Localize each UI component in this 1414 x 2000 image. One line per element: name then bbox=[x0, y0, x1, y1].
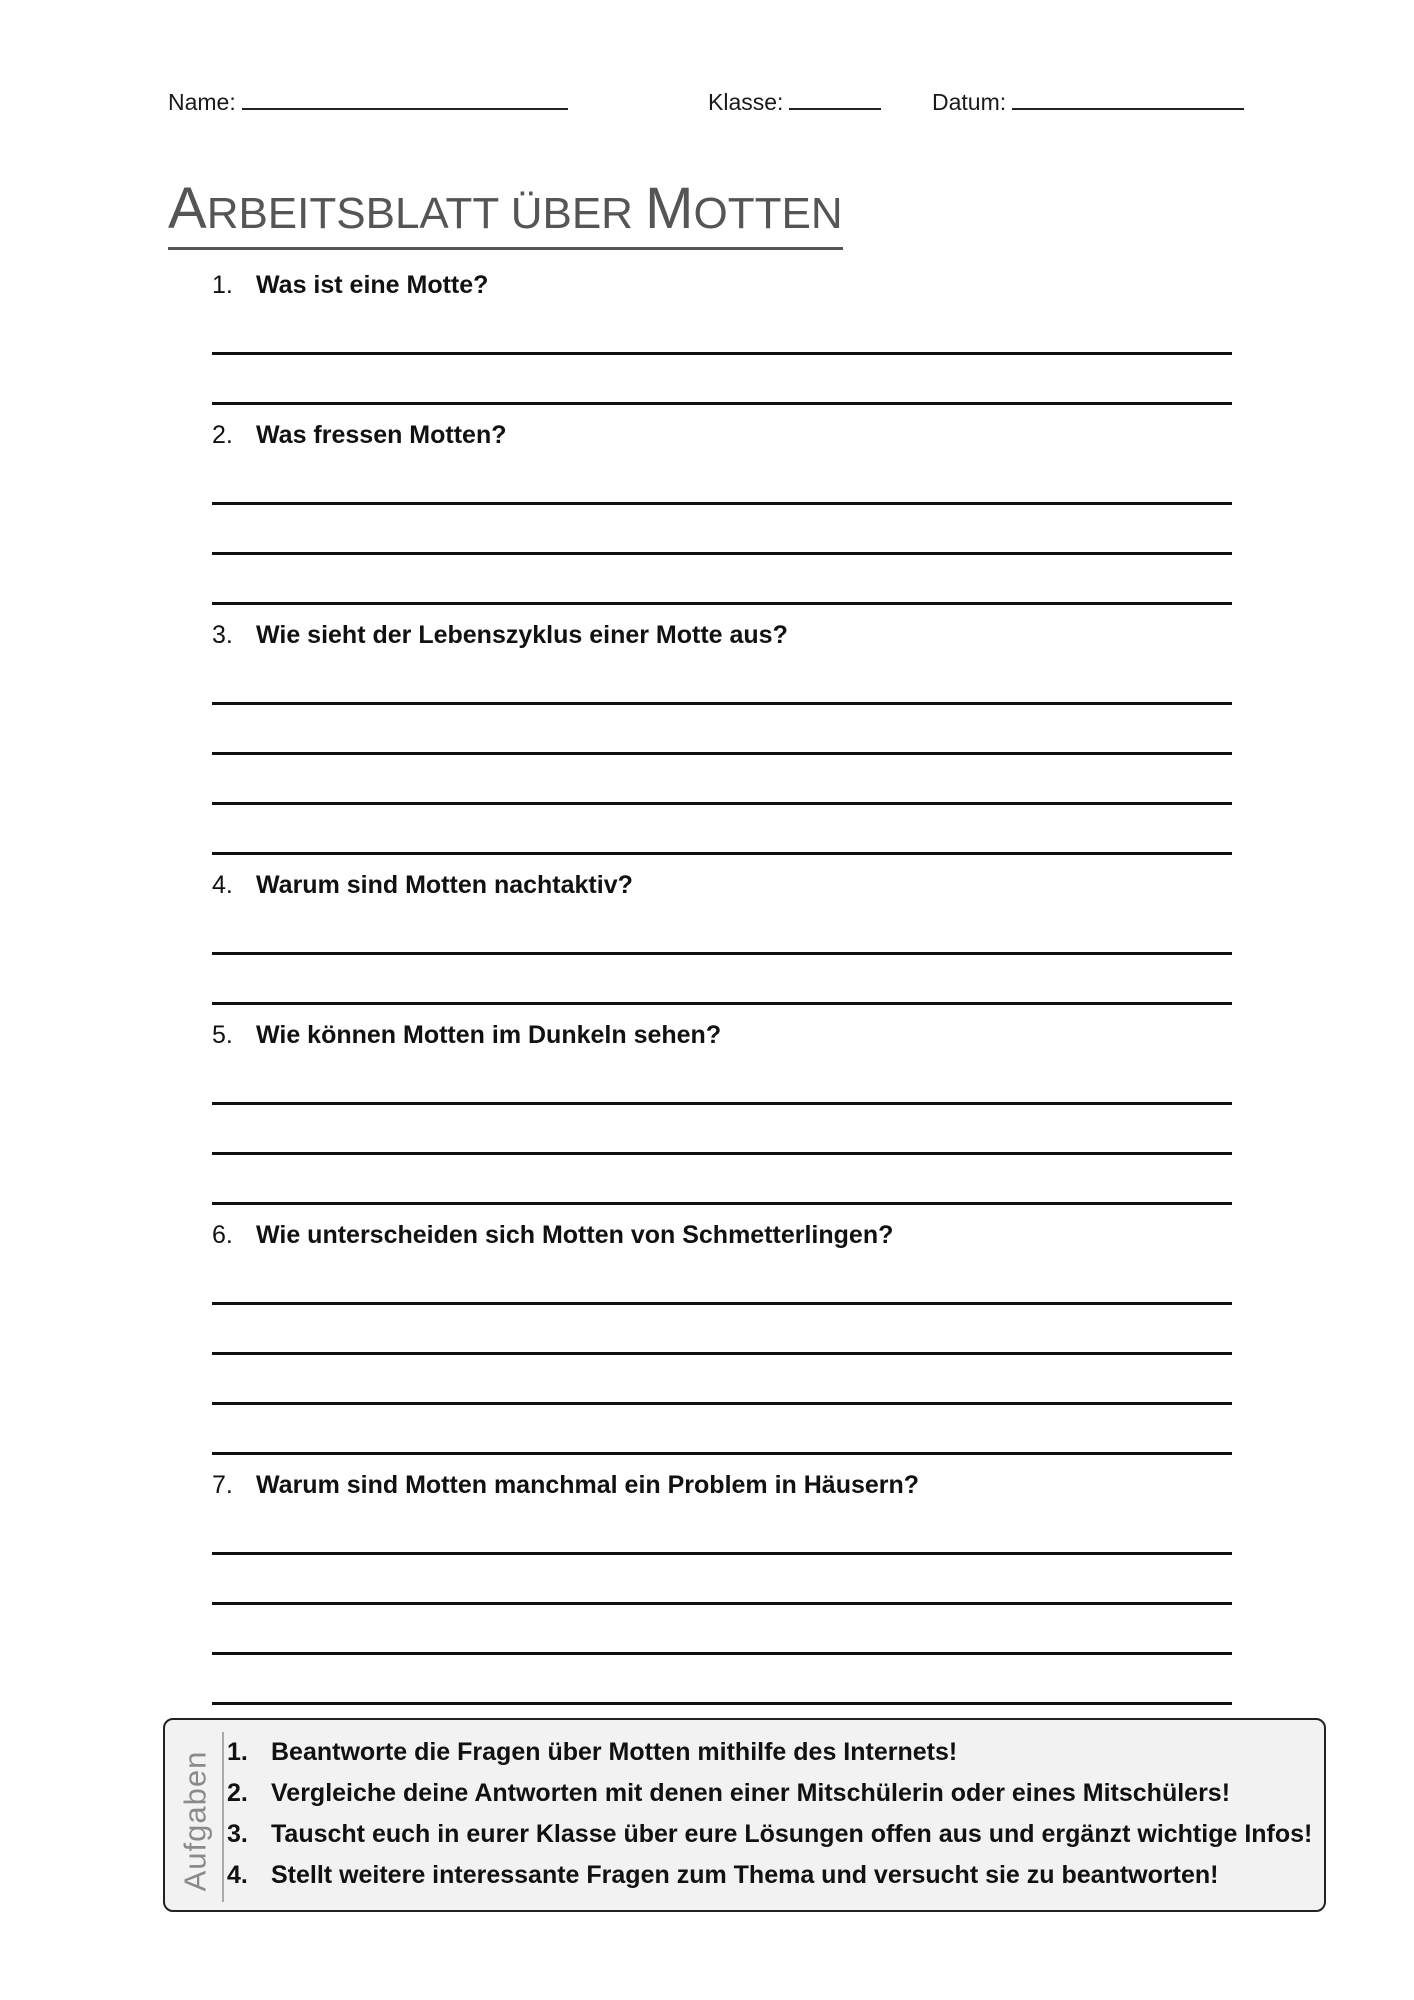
answer-line[interactable] bbox=[212, 552, 1232, 555]
class-field[interactable] bbox=[708, 84, 881, 116]
answer-line[interactable] bbox=[212, 1352, 1232, 1355]
question-number: 3. bbox=[212, 621, 233, 649]
answer-line[interactable] bbox=[212, 702, 1232, 705]
task-item bbox=[227, 1814, 1312, 1855]
question-5 bbox=[212, 1018, 1232, 1052]
answer-line[interactable] bbox=[212, 352, 1232, 355]
answer-line[interactable] bbox=[212, 1402, 1232, 1405]
task-text: Beantworte die Fragen über Motten mithilfe des Internets! bbox=[271, 1738, 958, 1766]
page-title bbox=[168, 178, 843, 250]
answer-line[interactable] bbox=[212, 402, 1232, 405]
answer-line[interactable] bbox=[212, 1102, 1232, 1105]
answer-line[interactable] bbox=[212, 1152, 1232, 1155]
question-4 bbox=[212, 868, 1232, 902]
title-part-2: OTTEN bbox=[693, 189, 843, 238]
class-label: Klasse: bbox=[708, 89, 784, 115]
question-6 bbox=[212, 1218, 1232, 1252]
task-number: 4. bbox=[227, 1861, 248, 1889]
title-initial-m: M bbox=[645, 176, 694, 241]
answer-line[interactable] bbox=[212, 602, 1232, 605]
task-number: 1. bbox=[227, 1738, 248, 1766]
question-number: 5. bbox=[212, 1021, 233, 1049]
question-3 bbox=[212, 618, 1232, 652]
tasks-label: Aufgaben bbox=[177, 1750, 213, 1892]
question-text: Was fressen Motten? bbox=[256, 421, 507, 449]
task-text: Stellt weitere interessante Fragen zum Thema und versucht sie zu beantworten! bbox=[271, 1861, 1219, 1889]
answer-line[interactable] bbox=[212, 802, 1232, 805]
answer-line[interactable] bbox=[212, 1652, 1232, 1655]
question-7 bbox=[212, 1468, 1232, 1502]
task-item bbox=[227, 1732, 1312, 1773]
task-item bbox=[227, 1855, 1312, 1896]
question-text: Warum sind Motten nachtaktiv? bbox=[256, 871, 633, 899]
task-number: 3. bbox=[227, 1820, 248, 1848]
question-text: Wie können Motten im Dunkeln sehen? bbox=[256, 1021, 722, 1049]
answer-line[interactable] bbox=[212, 1602, 1232, 1605]
tasks-list bbox=[227, 1732, 1312, 1896]
date-blank-line[interactable] bbox=[1012, 84, 1244, 110]
task-text: Vergleiche deine Antworten mit denen einer Mitschülerin oder eines Mitschülers! bbox=[271, 1779, 1231, 1807]
header-fields bbox=[168, 84, 1248, 120]
answer-line[interactable] bbox=[212, 1702, 1232, 1705]
tasks-box bbox=[163, 1718, 1326, 1912]
question-text: Warum sind Motten manchmal ein Problem in Häusern? bbox=[256, 1471, 920, 1499]
answer-line[interactable] bbox=[212, 952, 1232, 955]
question-text: Was ist eine Motte? bbox=[256, 271, 489, 299]
tasks-divider bbox=[222, 1732, 224, 1902]
answer-line[interactable] bbox=[212, 1552, 1232, 1555]
question-number: 6. bbox=[212, 1221, 233, 1249]
answer-line[interactable] bbox=[212, 1202, 1232, 1205]
answer-line[interactable] bbox=[212, 1002, 1232, 1005]
task-text: Tauscht euch in eurer Klasse über eure Lösungen offen aus und ergänzt wichtige Infos! bbox=[271, 1820, 1313, 1848]
question-2 bbox=[212, 418, 1232, 452]
question-text: Wie sieht der Lebenszyklus einer Motte aus? bbox=[256, 621, 788, 649]
date-field[interactable] bbox=[932, 84, 1244, 116]
task-number: 2. bbox=[227, 1779, 248, 1807]
title-part-1: RBEITSBLATT ÜBER bbox=[206, 189, 646, 238]
name-blank-line[interactable] bbox=[242, 84, 568, 110]
question-number: 2. bbox=[212, 421, 233, 449]
task-item bbox=[227, 1773, 1312, 1814]
date-label: Datum: bbox=[932, 89, 1007, 115]
class-blank-line[interactable] bbox=[789, 84, 881, 110]
name-field[interactable] bbox=[168, 84, 568, 116]
question-1 bbox=[212, 268, 1232, 302]
title-initial-a: A bbox=[168, 176, 207, 241]
question-number: 7. bbox=[212, 1471, 233, 1499]
answer-line[interactable] bbox=[212, 1452, 1232, 1455]
answer-line[interactable] bbox=[212, 502, 1232, 505]
question-text: Wie unterscheiden sich Motten von Schmetterlingen? bbox=[256, 1221, 894, 1249]
question-number: 4. bbox=[212, 871, 233, 899]
question-number: 1. bbox=[212, 271, 233, 299]
answer-line[interactable] bbox=[212, 1302, 1232, 1305]
answer-line[interactable] bbox=[212, 852, 1232, 855]
answer-line[interactable] bbox=[212, 752, 1232, 755]
name-label: Name: bbox=[168, 89, 236, 115]
